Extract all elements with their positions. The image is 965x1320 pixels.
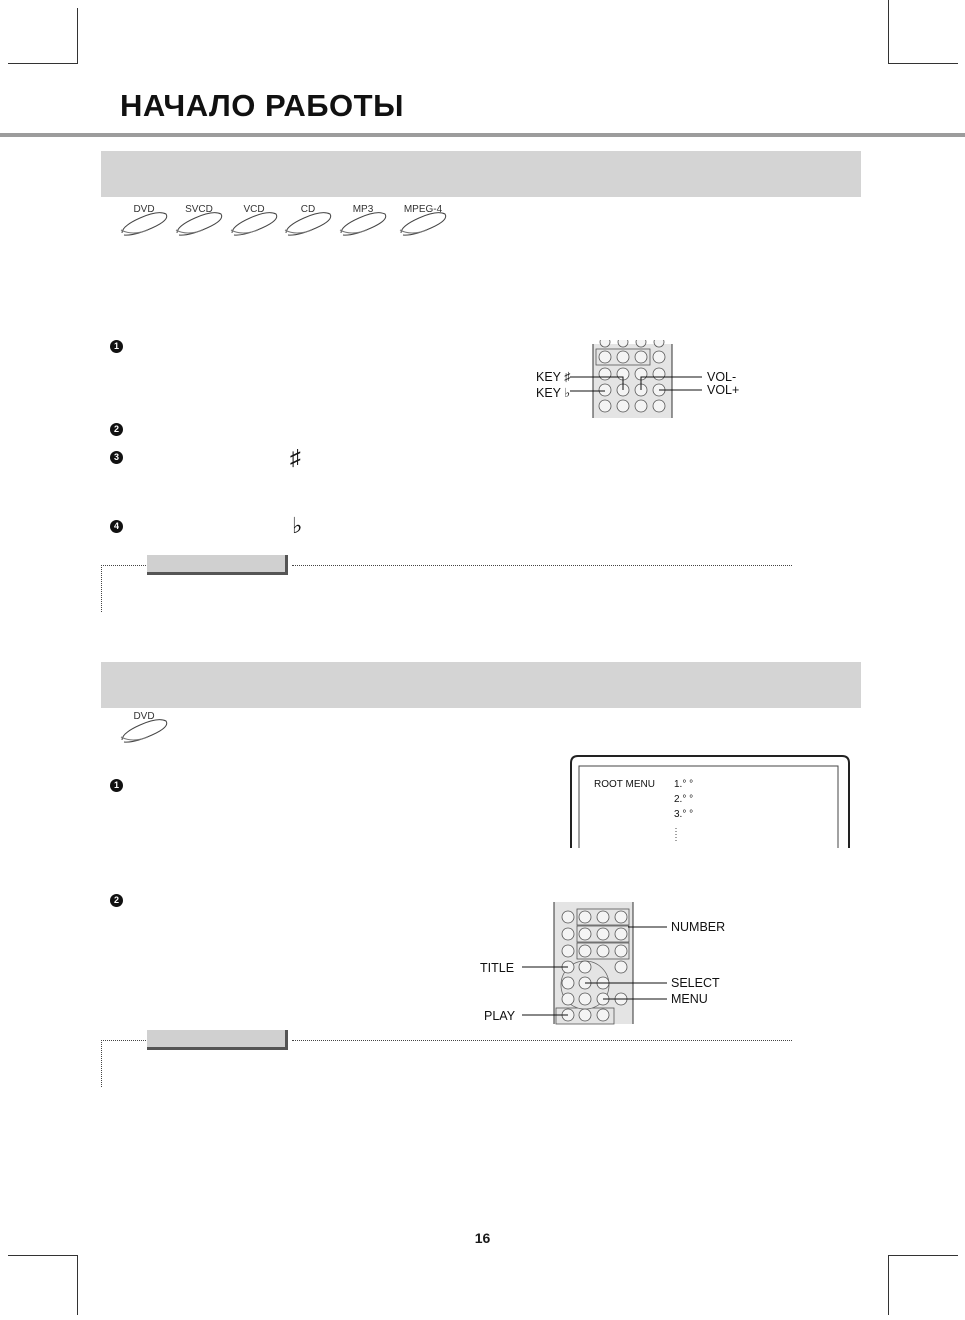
remote-menu-diagram <box>478 900 738 1026</box>
disc-badge-mp3 <box>337 206 389 238</box>
disc-badge-label: MP3 <box>352 204 374 215</box>
menu-item: 2.° ° <box>674 794 694 805</box>
step-marker: 1 <box>110 779 123 792</box>
disc-badge-cd <box>282 206 334 238</box>
crop-mark <box>888 0 889 64</box>
disc-badge-svcd <box>173 206 225 238</box>
note-divider <box>292 565 792 566</box>
select-label: SELECT <box>671 976 720 990</box>
crop-mark <box>8 1255 78 1256</box>
vol-plus-label: VOL+ <box>707 383 740 397</box>
disc-badge-label: DVD <box>133 711 155 722</box>
disc-badge-label: VCD <box>243 204 265 215</box>
title-label: TITLE <box>480 961 515 975</box>
note-tab <box>147 555 288 575</box>
step-marker: 2 <box>110 423 123 436</box>
note-divider <box>101 1040 146 1041</box>
play-label: PLAY <box>484 1009 516 1023</box>
disc-badge-label: CD <box>300 204 316 215</box>
crop-mark <box>8 63 78 64</box>
section-header-bar <box>101 151 861 197</box>
disc-badge-dvd <box>118 206 170 238</box>
disc-badge-label: MPEG-4 <box>403 204 443 215</box>
step-marker: 4 <box>110 520 123 533</box>
disc-badge-vcd <box>228 206 280 238</box>
remote-panel-graphic <box>478 900 738 1026</box>
menu-item: 1.° ° <box>674 779 694 790</box>
sharp-icon: ♯ <box>290 445 301 470</box>
note-divider <box>292 1040 792 1041</box>
vol-minus-label: VOL- <box>707 370 737 384</box>
crop-mark <box>888 1255 889 1315</box>
flat-icon: ♭ <box>292 513 303 538</box>
step-marker: 1 <box>110 340 123 353</box>
disc-badge-label: SVCD <box>185 204 213 215</box>
menu-label: MENU <box>671 992 708 1006</box>
key-flat-label: KEY ♭ <box>536 386 571 400</box>
number-label: NUMBER <box>671 920 726 934</box>
disc-badge-dvd <box>118 713 170 745</box>
page-title: НАЧАЛО РАБОТЫ <box>120 88 404 123</box>
crop-mark <box>77 8 78 64</box>
note-divider <box>101 567 102 612</box>
root-menu-label: ROOT MENU <box>594 779 655 790</box>
step-marker: 2 <box>110 894 123 907</box>
crop-mark <box>77 1255 78 1315</box>
menu-item: 3.° ° <box>674 809 694 820</box>
note-divider <box>101 565 146 566</box>
crop-mark <box>888 63 958 64</box>
note-tab <box>147 1030 288 1050</box>
disc-badge-mpeg4 <box>397 206 449 238</box>
note-divider <box>101 1042 102 1087</box>
disc-badge-label: DVD <box>133 204 155 215</box>
key-sharp-label: KEY ♯ <box>536 370 571 384</box>
tv-frame-graphic <box>570 755 852 848</box>
crop-mark <box>888 1255 958 1256</box>
step-marker: 3 <box>110 451 123 464</box>
remote-key-volume-diagram <box>530 340 750 420</box>
section-header-bar <box>101 662 861 708</box>
root-menu-screen <box>570 755 852 848</box>
title-rule <box>0 133 965 137</box>
page-number: 16 <box>474 1230 491 1246</box>
